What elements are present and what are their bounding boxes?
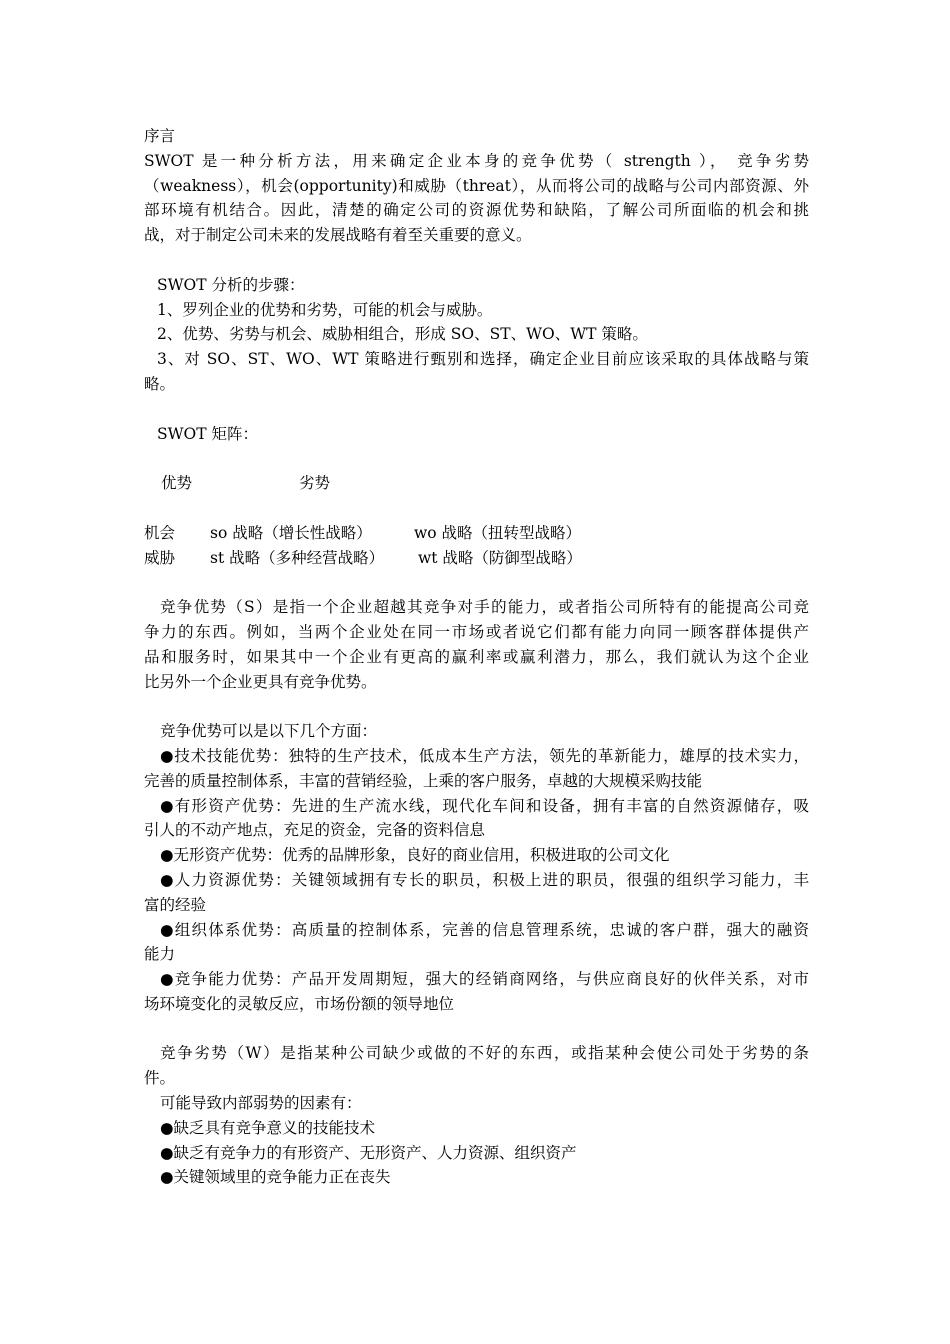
spacer [144,694,809,719]
strength-aspect-item-cont: 完善的质量控制体系，丰富的营销经验，上乘的客户服务，卓越的大规模采购技能 [144,771,703,790]
matrix-heading: SWOT 矩阵： [157,424,259,443]
strength-def-line: 争力的东西。例如，当两个企业处在同一市场或者说它们都有能力向同一顾客群体提供产 [144,622,809,641]
matrix-cell-wo: wo 战略（扭转型战略） [414,523,582,542]
matrix-row-threat [144,546,809,571]
document-title: 序言 [144,127,176,145]
step-item-continuation: 略。 [144,374,176,393]
matrix-row-label: 机会 [144,523,176,542]
strength-aspect-item: ●竞争能力优势：产品开发周期短，强大的经销商网络，与供应商良好的伙伴关系，对市 [160,970,809,989]
matrix-cell-st: st 战略（多种经营战略） [210,548,385,567]
spacer [144,248,809,273]
strength-def-line: 品和服务时，如果其中一个企业有更高的赢利率或赢利潜力，那么，我们就认为这个企业 [144,647,809,666]
spacer [144,496,809,521]
strength-aspect-item: ●人力资源优势：关键领域拥有专长的职员，积极上进的职员，很强的组织学习能力，丰 [160,870,809,889]
document-page [144,124,809,1190]
strength-aspect-item: ●无形资产优势：优秀的品牌形象，良好的商业信用，积极进取的公司文化 [160,846,670,865]
matrix-col-weakness: 劣势 [298,474,330,493]
step-item: 3、对 SO、ST、WO、WT 策略进行甄别和选择，确定企业目前应该采取的具体战略与策 [157,350,809,369]
strength-aspect-item-cont: 引人的不动产地点，充足的资金，完备的资料信息 [144,821,486,840]
matrix-row-label: 威胁 [144,548,176,567]
strength-aspect-item-cont: 场环境变化的灵敏反应，市场份额的领导地位 [144,994,455,1013]
spacer [144,570,809,595]
strength-aspect-item-cont: 富的经验 [144,895,207,914]
intro-line-1: SWOT 是一种分析方法，用来确定企业本身的竞争优势（ strength ）， 竞争劣势 [144,151,809,170]
matrix-row-opportunity [144,521,809,546]
weakness-def-line: 件。 [144,1069,176,1088]
intro-line-3: 部环境有机结合。因此，清楚的确定公司的资源优势和缺陷，了解公司所面临的机会和挑 [144,201,809,220]
weakness-factor-item: ●缺乏有竞争力的有形资产、无形资产、人力资源、组织资产 [160,1143,577,1162]
weakness-factor-item: ●关键领域里的竞争能力正在丧失 [160,1168,391,1187]
intro-line-4: 战，对于制定公司未来的发展战略有着至关重要的意义。 [144,226,532,245]
strength-aspect-item: ●有形资产优势：先进的生产流水线，现代化车间和设备，拥有丰富的自然资源储存，吸 [160,796,809,815]
strength-aspect-item-cont: 能力 [144,945,176,964]
intro-line-2: （weakness），机会(opportunity)和威胁（threat），从而将公司的战略与公司内部资源、外 [144,176,809,195]
weakness-factor-item: ●缺乏具有竞争意义的技能技术 [160,1118,376,1137]
weakness-def-line: 竞争劣势（W）是指某种公司缺少或做的不好的东西，或指某种会使公司处于劣势的条 [160,1044,809,1063]
spacer [144,1017,809,1042]
step-item: 1、罗列企业的优势和劣势，可能的机会与威胁。 [157,300,493,319]
strength-aspect-item: ●技术技能优势：独特的生产技术，低成本生产方法，领先的革新能力，雄厚的技术实力， [160,746,809,765]
strength-def-line: 比另外一个企业更具有竞争优势。 [144,672,377,691]
strength-aspect-item: ●组织体系优势：高质量的控制体系，完善的信息管理系统，忠诚的客户群，强大的融资 [160,920,809,939]
matrix-header-row [144,471,809,496]
matrix-cell-so: so 战略（增长性战略） [210,523,372,542]
weakness-factors-heading: 可能导致内部弱势的因素有： [160,1094,362,1113]
strength-def-line: 竞争优势（S）是指一个企业超越其竞争对手的能力，或者指公司所特有的能提高公司竞 [160,598,809,617]
strength-aspects-heading: 竞争优势可以是以下几个方面： [160,722,378,741]
matrix-col-strength: 优势 [161,474,193,493]
steps-heading: SWOT 分析的步骤： [157,275,305,294]
spacer [144,446,809,471]
matrix-cell-wt: wt 战略（防御型战略） [418,548,582,567]
step-item: 2、优势、劣势与机会、威胁相组合，形成 SO、ST、WO、WT 策略。 [157,325,648,344]
spacer [144,397,809,422]
